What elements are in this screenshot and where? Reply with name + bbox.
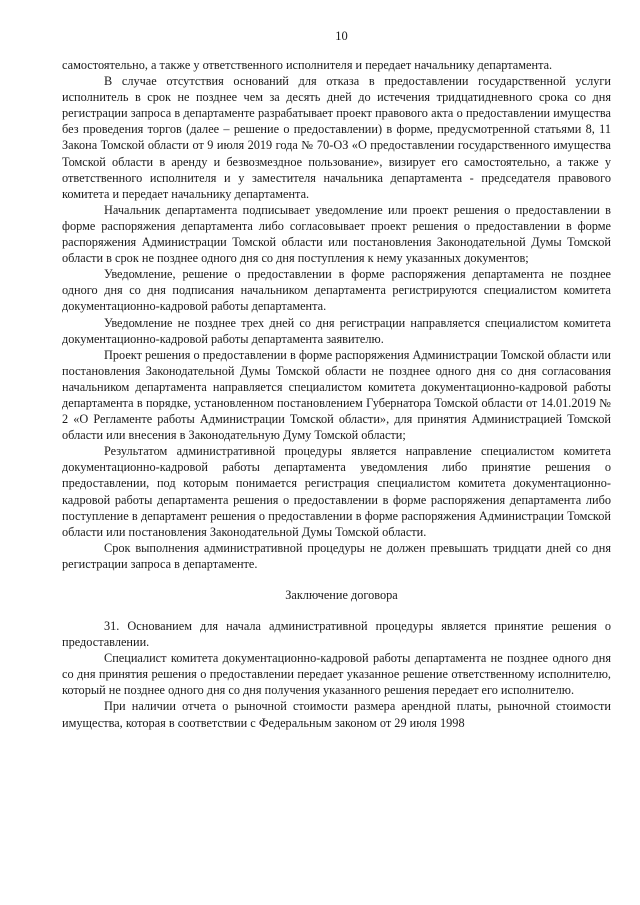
paragraph: Уведомление, решение о предоставлении в форме распоряжения департамента не позднее одного дня со дня подписания начальником департамента регистрируются специалистом комитета документационно-кадровой работы департамента. (62, 267, 611, 314)
paragraph: 31. Основанием для начала административной процедуры является принятие решения о предоставлении. (62, 619, 611, 650)
paragraph: Уведомление не позднее трех дней со дня регистрации направляется специалистом комитета документационно-кадровой работы департамента заявителю. (62, 315, 611, 346)
paragraph: самостоятельно, а также у ответственного исполнителя и передает начальнику департамента. (62, 58, 553, 72)
paragraph: Начальник департамента подписывает уведомление или проект решения о предоставлении в форме распоряжения департамента либо согласовывает проект решения о предоставлении в форме распоряжения Администрации Томской области или постановления Законодательной Думы Томской области в срок не позднее одного дня со дня поступления к нему указанных документов; (62, 202, 611, 266)
paragraph: При наличии отчета о рыночной стоимости размера арендной платы, рыночной стоимости имущества, которая в соответствии с Федеральным законом от 29 июля 1998 (62, 699, 611, 730)
paragraph: Специалист комитета документационно-кадровой работы департамента не позднее одного дня со дня принятия решения о предоставлении передает указанное решение ответственному исполнителю, который не позднее одного дня со дня получения указанного решения передает его исполнителю. (62, 651, 611, 698)
paragraph: Проект решения о предоставлении в форме распоряжения Администрации Томской области или постановления Законодательной Думы Томской области не позднее одного дня со дня согласования начальником департамента направляется специалистом комитета документационно-кадровой работы департамента в порядке, установленном постановлением Губернатора Томской области от 14.01.2019 № 2 «О Регламенте работы Администрации Томской области», для принятия Администрацией Томской области или внесения в Законодательную Думу Томской области; (62, 347, 611, 443)
section-heading: Заключение договора (285, 588, 398, 602)
paragraph: Результатом административной процедуры является направление специалистом комитета документационно-кадровой работы департамента уведомления либо принятие решения о предоставлении, под которым понимается регистрация специалистом комитета документационно-кадровой работы департамента решения о предоставлении в форме распоряжения департамента либо поступление в департамент решения о предоставлении в форме распоряжения Администрации Томской области или постановления Законодательной Думы Томской области. (62, 444, 611, 539)
document-body (62, 57, 611, 731)
paragraph: В случае отсутствия оснований для отказа в предоставлении государственной услуги исполнитель в срок не позднее чем за десять дней до истечения тридцатидневного срока со дня регистрации запроса в департаменте разрабатывает проект правового акта о предоставлении имущества без проведения торгов (далее – решение о предоставлении) в форме, предусмотренной статьями 8, 11 Закона Томской области от 9 июля 2019 года № 70-ОЗ «О предоставлении государственного имущества Томской области в аренду и безвозмездное пользование», визирует его самостоятельно, а также у ответственного исполнителя и у заместителя начальника департамента - председателя правового комитета и передает начальнику департамента. (62, 74, 611, 201)
page-number: 10 (335, 29, 348, 43)
paragraph: Срок выполнения административной процедуры не должен превышать тридцати дней со дня регистрации запроса в департаменте. (62, 540, 611, 571)
